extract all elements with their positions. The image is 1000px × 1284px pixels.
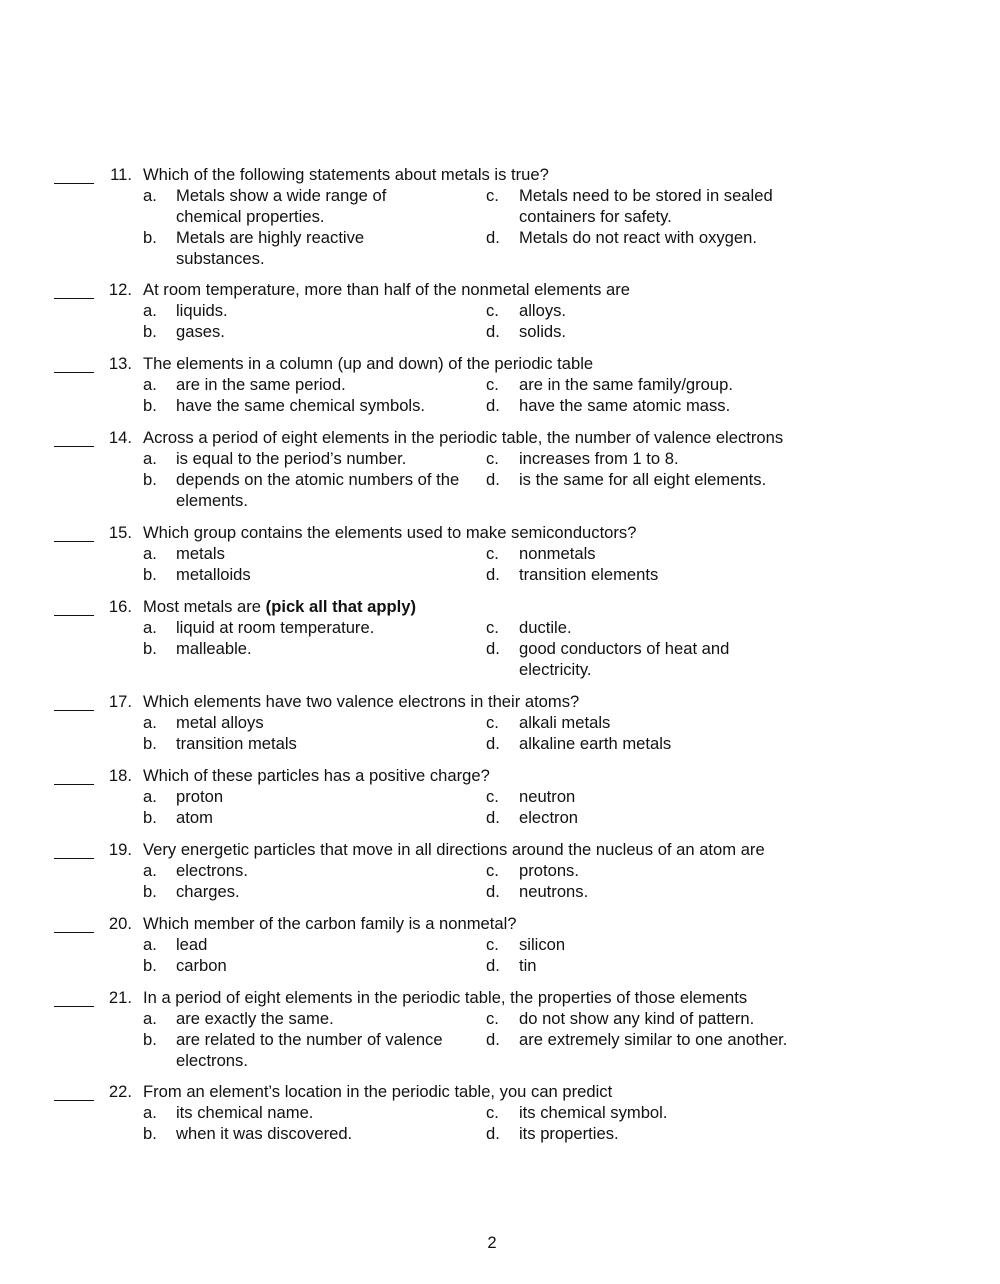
answer-blank[interactable] <box>54 784 94 785</box>
answer-blank[interactable] <box>54 1100 94 1101</box>
question-stem: Which group contains the elements used to make semiconductors? <box>143 523 637 542</box>
question-number: 14. <box>108 428 132 447</box>
question-number: 12. <box>108 280 132 299</box>
question-stem: Most metals are (pick all that apply) <box>143 597 416 616</box>
question-stem: Very energetic particles that move in all directions around the nucleus of an atom are <box>143 840 765 859</box>
answer-blank[interactable] <box>54 932 94 933</box>
question-number: 17. <box>108 692 132 711</box>
page-number: 2 <box>487 1233 497 1252</box>
question-stem: Across a period of eight elements in the periodic table, the number of valence electrons <box>143 428 784 447</box>
question-number: 21. <box>108 988 132 1007</box>
question-number: 20. <box>108 914 132 933</box>
answer-blank[interactable] <box>54 183 94 184</box>
answer-blank[interactable] <box>54 372 94 373</box>
question-number: 11. <box>110 165 132 184</box>
question-stem: Which elements have two valence electrons in their atoms? <box>143 692 580 711</box>
answer-blank[interactable] <box>54 298 94 299</box>
answer-blank[interactable] <box>54 710 94 711</box>
answer-blank[interactable] <box>54 1006 94 1007</box>
question-stem: In a period of eight elements in the periodic table, the properties of those elements <box>143 988 748 1007</box>
question-number: 18. <box>108 766 132 785</box>
question-stem: At room temperature, more than half of the nonmetal elements are <box>143 280 631 299</box>
question-stem: Which member of the carbon family is a nonmetal? <box>143 914 517 933</box>
answer-blank[interactable] <box>54 446 94 447</box>
question-number: 22. <box>108 1082 132 1101</box>
answer-blank[interactable] <box>54 541 94 542</box>
question-stem: From an element’s location in the periodic table, you can predict <box>143 1082 613 1101</box>
answer-blank[interactable] <box>54 858 94 859</box>
question-stem: The elements in a column (up and down) of the periodic table <box>143 354 594 373</box>
question-number: 13. <box>108 354 132 373</box>
question-number: 15. <box>108 523 132 542</box>
question-stem: Which of the following statements about metals is true? <box>143 165 549 184</box>
question-stem: Which of these particles has a positive charge? <box>143 766 490 785</box>
question-number: 16. <box>108 597 132 616</box>
answer-blank[interactable] <box>54 615 94 616</box>
question-instruction: (pick all that apply) <box>265 597 416 616</box>
question-number: 19. <box>108 840 132 859</box>
